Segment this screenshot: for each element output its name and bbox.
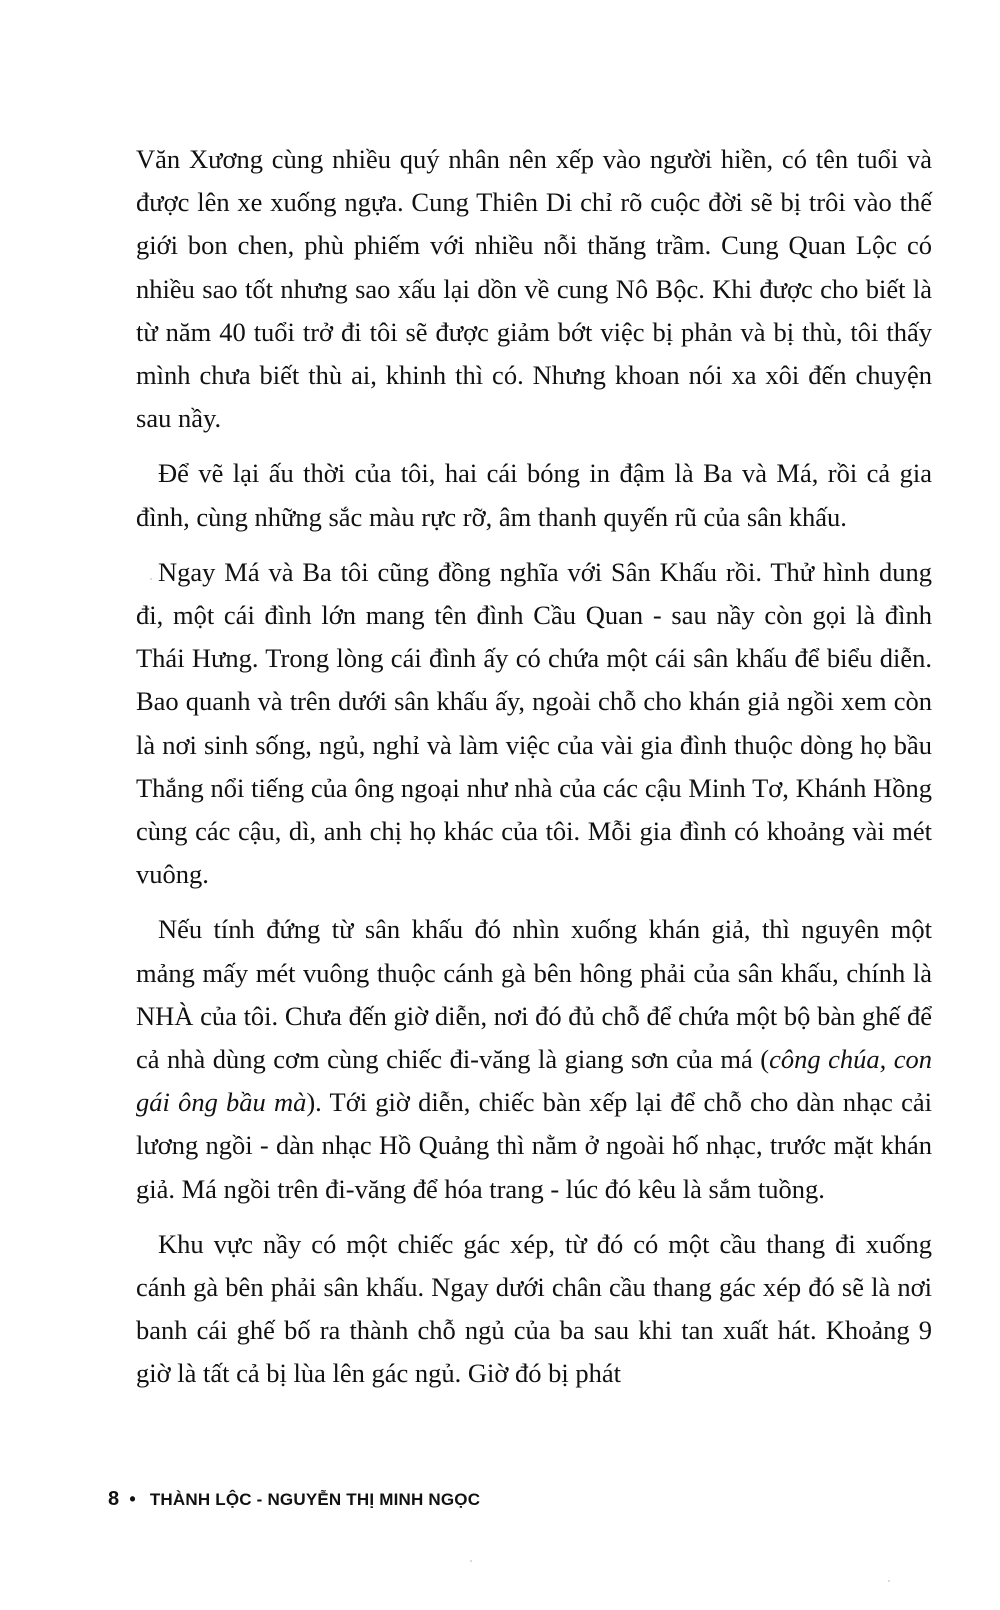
bullet-separator: • — [129, 1489, 136, 1509]
paragraph-5-line-2: xuống cánh gà bên phải sân khấu. Ngay dưới chân cầu thang gác — [136, 1228, 933, 1303]
paragraph-4-line-5-end: ). Tới giờ diễn, — [306, 1087, 471, 1118]
italic-aside: công chúa, con gái ông bầu mà — [136, 1044, 932, 1118]
paragraph-2-line-1: Để vẽ lại ấu thời của tôi, hai cái bóng in đậm là Ba và Má, rồi cả gia — [158, 458, 932, 489]
page-footer — [108, 1488, 480, 1511]
paragraph-4-line-7: Quảng thì nằm ở ngoài hố nhạc, trước mặt khán giả. Má ngồi trên — [136, 1130, 932, 1204]
paragraph-5-line-1: Khu vực nầy có một chiếc gác xép, từ đó có một cầu thang đi — [158, 1228, 856, 1259]
running-head: THÀNH LỘC - NGUYỄN THỊ MINH NGỌC — [149, 1489, 481, 1509]
paragraph-4-line-3: khấu, chính là NHÀ của tôi. Chưa đến giờ diễn, nơi đó đủ chỗ để — [136, 957, 933, 1031]
paper-speck — [150, 578, 152, 580]
paper-speck — [888, 1580, 890, 1582]
page-number: 8 — [108, 1488, 120, 1510]
paragraph-4-line-6: chiếc bàn xếp lại để chỗ cho dàn nhạc cải lương ngồi - dàn nhạc Hồ — [136, 1087, 932, 1161]
paragraph-4-line-2: một mảng mấy mét vuông thuộc cánh gà bên hông phải của sân — [136, 914, 932, 988]
paragraph-1-line-6: việc bị phản và bị thù, tôi thấy mình chưa biết thù ai, khinh thì có. — [136, 316, 932, 391]
paragraph-4-line-8: đi-văng để hóa trang - lúc đó kêu là sắm tuồng. — [325, 1173, 825, 1204]
paragraph-3-line-5: cho khán giả ngồi xem còn là nơi sinh sống, ngủ, nghỉ và làm việc — [136, 686, 933, 760]
paragraph-3-line-3: gọi là đình Thái Hưng. Trong lòng cái đình ấy có chứa một cái sân — [136, 600, 932, 674]
paragraph-2 — [136, 452, 932, 538]
paragraph-3-line-4: khấu để biểu diễn. Bao quanh và trên dưới sân khấu ấy, ngoài chỗ — [136, 643, 933, 717]
paragraph-4-line-5-start: giang sơn của má ( — [564, 1044, 770, 1075]
paragraph-3-line-7: như nhà của các cậu Minh Tơ, Khánh Hồng cùng các cậu, dì, anh — [136, 772, 932, 847]
body-text — [136, 138, 932, 1408]
paragraph-1-line-1: Văn Xương cùng nhiều quý nhân nên xếp vào người hiền, có tên — [136, 144, 849, 174]
paragraph-1-line-5: Bộc. Khi được cho biết là từ năm 40 tuổi trở đi tôi sẽ được giảm bớt — [136, 273, 933, 347]
paragraph-1-line-2: tuổi và được lên xe xuống ngựa. Cung Thiên Di chỉ rõ cuộc đời sẽ — [136, 144, 932, 218]
paragraph-1 — [136, 138, 932, 440]
paragraph-4-line-4: chứa một bộ bàn ghế để cả nhà dùng cơm cùng chiếc đi-văng là — [136, 1000, 933, 1075]
paragraph-4 — [136, 908, 932, 1210]
paper-speck — [470, 1560, 472, 1562]
paragraph-1-line-7: Nhưng khoan nói xa xôi đến chuyện sau nầy. — [136, 360, 932, 434]
paragraph-2-line-2: đình, cùng những sắc màu rực rỡ, âm thanh quyến rũ của sân khấu. — [136, 501, 847, 532]
paragraph-3-line-2: dung đi, một cái đình lớn mang tên đình Cầu Quan - sau nầy còn — [136, 556, 932, 631]
paragraph-5-line-3: xép đó sẽ là nơi banh cái ghế bố ra thành chỗ ngủ của ba sau khi tan — [136, 1272, 933, 1346]
paragraph-5 — [136, 1223, 932, 1396]
paragraph-5-line-4: xuất hát. Khoảng 9 giờ là tất cả bị lùa lên gác ngủ. Giờ đó bị phát — [136, 1315, 933, 1389]
paragraph-1-line-3: bị trôi vào thế giới bon chen, phù phiếm với nhiều nỗi thăng trầm. — [136, 187, 932, 261]
paragraph-3 — [136, 551, 932, 897]
paragraph-1-line-4: Cung Quan Lộc có nhiều sao tốt nhưng sao xấu lại dồn về cung Nô — [136, 230, 932, 304]
paragraph-3-line-1: Ngay Má và Ba tôi cũng đồng nghĩa với Sân Khấu rồi. Thử hình — [158, 556, 871, 587]
paragraph-3-line-6: của vài gia đình thuộc dòng họ bầu Thắng nổi tiếng của ông ngoại — [136, 729, 932, 803]
paragraph-3-line-8: chị họ khác của tôi. Mỗi gia đình có khoảng vài mét vuông. — [136, 816, 933, 890]
paragraph-4-line-1: Nếu tính đứng từ sân khấu đó nhìn xuống khán giả, thì nguyên — [158, 914, 880, 945]
